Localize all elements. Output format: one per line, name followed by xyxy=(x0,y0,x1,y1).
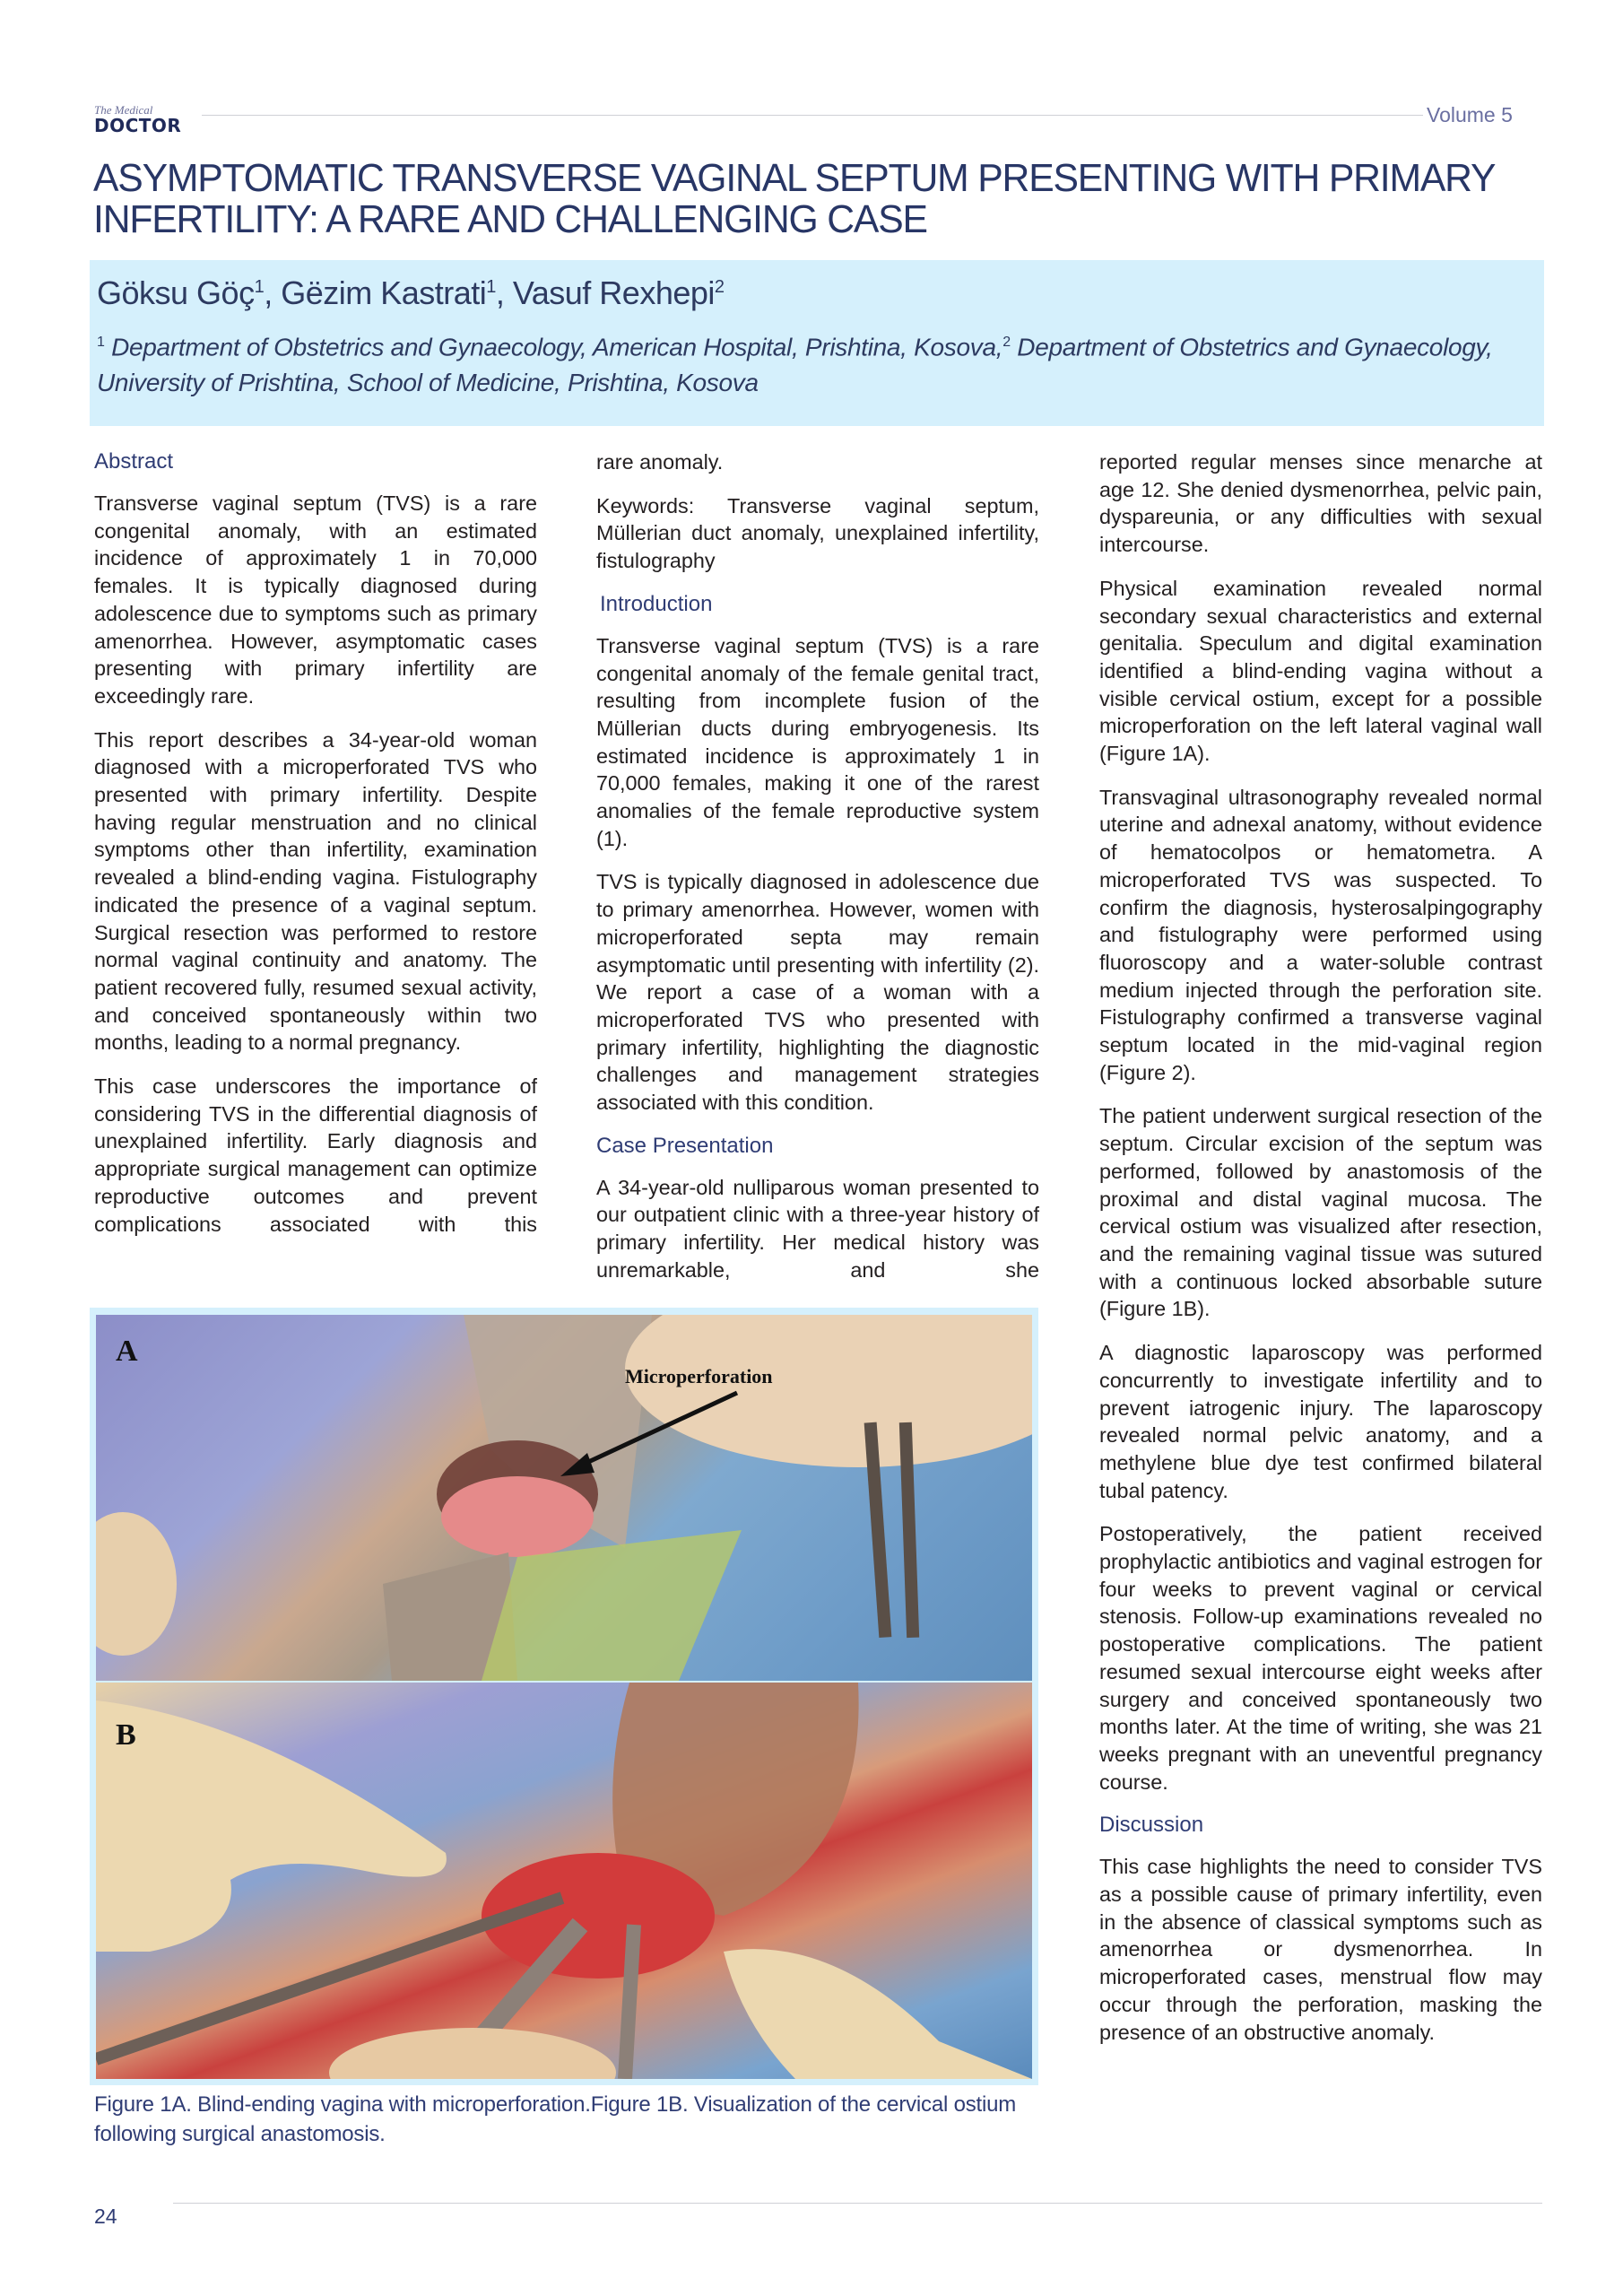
body-paragraph: Transverse vaginal septum (TVS) is a rare congenital anomaly of the female genital tract, resulting from incomplete fusion of the Müllerian ducts during embryogenesis. Its estimated incidence is approximately 1 in 70,000 females, making it one of the rarest anomalies of the female reproductive system (1). xyxy=(596,633,1039,850)
affiliation-mark: 1 xyxy=(97,335,105,350)
author-affiliation-mark: 1 xyxy=(486,277,496,297)
surgical-photo-a-illustration xyxy=(96,1315,1032,1681)
section-heading-case-presentation: Case Presentation xyxy=(596,1133,774,1158)
keywords: Keywords: Transverse vaginal septum, Müllerian duct anomaly, unexplained infertility, fistulography xyxy=(596,493,1039,573)
author-affiliation-mark: 1 xyxy=(254,277,265,297)
abstract-paragraph: Transverse vaginal septum (TVS) is a rare congenital anomaly, with an estimated incidence of approximately 1 in 70,000 females. It is typically diagnosed during adolescence due to symptoms such as primary amenorrhea. However, asymptomatic cases presenting with primary infertility are exceedingly rare. xyxy=(94,491,537,708)
figure-1-image xyxy=(96,1315,1032,2079)
surgical-photo-b-illustration xyxy=(96,1683,1032,2079)
author-affiliation-mark: 2 xyxy=(714,277,725,297)
body-paragraph: TVS is typically diagnosed in adolescence due to primary amenorrhea. However, women with microperforated septa may remain asymptomatic until presenting with infertility (2). We report a case of a woman with a microperforated TVS who presented with primary infertility, highlighting the diagnostic challenges and management strategies associated with this condition. xyxy=(596,870,1039,1115)
article-title xyxy=(93,158,1502,240)
author-name: Gëzim Kastrati xyxy=(281,274,487,311)
journal-logo xyxy=(94,104,181,135)
panel-b-label: B xyxy=(116,1718,136,1752)
microperforation-annotation: Microperforation xyxy=(625,1365,773,1387)
page-number: 24 xyxy=(94,2205,117,2228)
abstract-paragraph: This report describes a 34-year-old woman diagnosed with a microperforated TVS who presented with primary infertility. Despite having regular menstruation and no clinical symptoms other than infertility, examination revealed a blind-ending vagina. Fistulography indicated the presence of a vaginal septum. Surgical resection was performed to restore normal vaginal continuity and anatomy. The patient recovered fully, resumed sexual activity, and conceived spontaneously within two months, leading to a normal pregnancy. xyxy=(94,727,537,1055)
title-line-1: ASYMPTOMATIC TRANSVERSE VAGINAL SEPTUM PRESENTING WITH PRIMARY xyxy=(93,156,1496,200)
footer-divider xyxy=(173,2203,1542,2204)
title-line-2: INFERTILITY: A RARE AND CHALLENGING CASE xyxy=(93,197,927,241)
affiliation-2-cont: University of Prishtina, School of Medicine, Prishtina, Kosova xyxy=(97,369,759,397)
body-paragraph: Physical examination revealed normal secondary sexual characteristics and external genitalia. Speculum and digital examination identified a blind-ending vagina without a visible cervical ostium, except for a possible microperforation on the left lateral vaginal wall (Figure 1A). xyxy=(1099,576,1542,766)
figure-panel-a xyxy=(96,1315,1032,1681)
author-name: Göksu Göç xyxy=(97,274,255,311)
abstract-paragraph-continued: rare anomaly. xyxy=(596,450,724,474)
body-paragraph: This case highlights the need to consider TVS as a possible cause of primary infertility, even in the absence of classical symptoms such as amenorrhea or dysmenorrhea. In microperforated cases, menstrual flow may occur through the perforation, masking the presence of an obstructive anomaly. xyxy=(1099,1855,1542,2044)
logo-subtitle: The Medical xyxy=(94,103,153,117)
author-name: Vasuf Rexhepi xyxy=(512,274,715,311)
column-1 xyxy=(94,448,537,1254)
section-heading-introduction: Introduction xyxy=(600,591,713,616)
figure-caption: Figure 1A. Blind-ending vagina with microperforation.Figure 1B. Visualization of the cervical ostium following surgical anastomosis. xyxy=(94,2092,1017,2146)
body-paragraph: Transvaginal ultrasonography revealed normal uterine and adnexal anatomy, without evidence of hematocolpos or hematometra. A microperforated TVS was suspected. To confirm the diagnosis, hysterosalpingography and fistulography were performed using fluoroscopy and a water-soluble contrast medium injected through the perforation site. Fistulography confirmed a transverse vaginal septum located in the mid-vaginal region (Figure 2). xyxy=(1099,785,1542,1084)
logo-title: DOCTOR xyxy=(94,115,182,136)
body-paragraph: The patient underwent surgical resection of the septum. Circular excision of the septum was performed, followed by anastomosis of the proximal and distal vaginal mucosa. The cervical ostium was visualized after resection, and the remaining vaginal tissue was sutured with a continuous locked absorbable suture (Figure 1B). xyxy=(1099,1104,1542,1321)
affiliations xyxy=(97,325,1541,401)
section-heading-discussion: Discussion xyxy=(1099,1813,1204,1838)
volume-label: Volume 5 xyxy=(1427,103,1513,126)
body-paragraph-continued: reported regular menses since menarche at age 12. She denied dysmenorrhea, pelvic pain, dyspareunia, or any difficulties with sexual intercourse. xyxy=(1099,450,1542,557)
section-heading-abstract: Abstract xyxy=(94,449,174,474)
author-list: Göksu Göç$^1$, Gëzim Kastrati$^1$, Vasuf Rexhepi$^2$ xyxy=(97,274,725,311)
affiliation-2: Department of Obstetrics and Gynaecology, xyxy=(1017,333,1493,361)
affiliation-1: Department of Obstetrics and Gynaecology, American Hospital, Prishtina, Kosova, xyxy=(111,333,1003,361)
column-3 xyxy=(1099,448,1542,2062)
body-paragraph: A diagnostic laparoscopy was performed concurrently to investigate infertility and to prevent iatrogenic injury. The laparoscopy revealed normal pelvic anatomy, and a methylene blue dye test confirmed bilateral tubal patency. xyxy=(1099,1341,1542,1502)
header-divider xyxy=(202,115,1423,116)
body-paragraph: A 34-year-old nulliparous woman presented to our outpatient clinic with a three-year history of primary infertility. Her medical history was unremarkable, and she xyxy=(596,1175,1039,1282)
column-2 xyxy=(596,448,1039,1300)
body-paragraph: Postoperatively, the patient received prophylactic antibiotics and vaginal estrogen for four weeks to prevent vaginal or cervical stenosis. Follow-up examinations revealed no postoperative complications. The patient resumed sexual intercourse eight weeks after surgery and conceived spontaneously two months later. At the time of writing, she was 21 weeks pregnant with an uneventful pregnancy course. xyxy=(1099,1522,1542,1794)
panel-a-label: A xyxy=(116,1335,138,1368)
figure-panel-b xyxy=(96,1683,1032,2079)
abstract-paragraph: This case underscores the importance of considering TVS in the differential diagnosis of unexplained infertility. Early diagnosis and appropriate surgical management can optimize reproductive outcomes and prevent complications associated with this xyxy=(94,1074,537,1236)
affiliation-mark: 2 xyxy=(1002,335,1011,350)
